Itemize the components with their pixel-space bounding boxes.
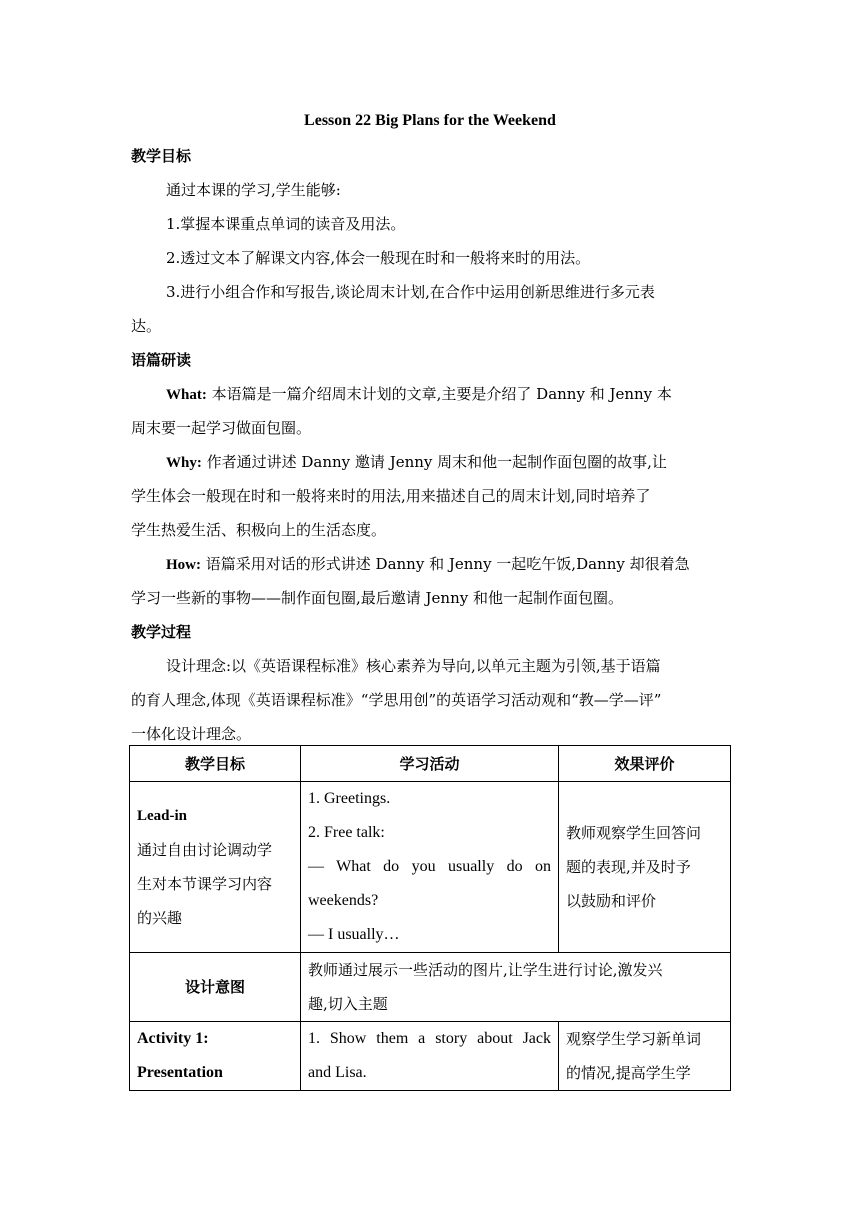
design-intent-line-1: 教师通过展示一些活动的图片,让学生进行讨论,激发兴 (308, 961, 663, 979)
lead-in-activity-line-5: — I usually… (308, 926, 400, 943)
lead-in-eval-line-3: 以鼓励和评价 (566, 892, 657, 910)
table-header-row (130, 746, 731, 782)
activity-1-eval-line-1: 观察学生学习新单词 (566, 1030, 702, 1048)
how-paragraph-line-1 (166, 554, 690, 575)
how-text-1: 语篇采用对话的形式讲述 Danny 和 Jenny 一起吃午饭,Danny 却很着急 (205, 555, 690, 573)
how-label: How: (166, 557, 201, 573)
section-heading-process: 教学过程 (131, 623, 192, 641)
objectives-intro: 通过本课的学习,学生能够: (166, 181, 341, 199)
activity-1-subtitle: Presentation (137, 1064, 223, 1081)
section-heading-objectives: 教学目标 (131, 147, 192, 165)
why-paragraph-line-2: 学生体会一般现在时和一般将来时的用法,用来描述自己的周末计划,同时培养了 (131, 487, 651, 505)
table-header-evaluation: 效果评价 (559, 746, 731, 782)
lead-in-goal-line-2: 生对本节课学习内容 (137, 875, 273, 893)
lead-in-activity-line-3: — What do you usually do on (308, 858, 551, 875)
activity-1-activity-line-1: 1. Show them a story about Jack (308, 1030, 551, 1047)
section-heading-reading: 语篇研读 (131, 351, 192, 369)
lead-in-evaluation-cell (559, 782, 731, 953)
document-title: Lesson 22 Big Plans for the Weekend (304, 112, 556, 129)
how-paragraph-line-2: 学习一些新的事物——制作面包圈,最后邀请 Jenny 和他一起制作面包圈。 (131, 589, 623, 607)
what-paragraph-line-1 (166, 384, 672, 405)
process-line-1: 设计理念:以《英语课程标准》核心素养为导向,以单元主题为引领,基于语篇 (166, 657, 661, 675)
process-line-2: 的育人理念,体现《英语课程标准》“学思用创”的英语学习活动观和“教—学—评” (131, 691, 662, 709)
design-intent-label: 设计意图 (130, 953, 301, 1022)
lead-in-activity-line-1: 1. Greetings. (308, 790, 391, 807)
activity-1-activity-cell (301, 1022, 559, 1091)
objective-item-3-cont: 达。 (131, 317, 162, 335)
process-line-3: 一体化设计理念。 (131, 725, 252, 743)
table-row-design-intent (130, 953, 731, 1022)
lead-in-activity-line-4: weekends? (308, 892, 379, 909)
lead-in-title: Lead-in (137, 808, 188, 824)
lead-in-activity-line-2: 2. Free talk: (308, 824, 385, 841)
activity-1-title: Activity 1: (137, 1030, 209, 1047)
why-paragraph-line-1 (166, 452, 667, 473)
table-row-activity-1 (130, 1022, 731, 1091)
lead-in-eval-line-1: 教师观察学生回答问 (566, 824, 702, 842)
design-intent-line-2: 趣,切入主题 (308, 995, 388, 1013)
table-header-activity: 学习活动 (301, 746, 559, 782)
design-intent-text-cell (301, 953, 731, 1022)
what-label: What: (166, 387, 207, 403)
lead-in-eval-line-2: 题的表现,并及时予 (566, 858, 691, 876)
lead-in-goal-line-1: 通过自由讨论调动学 (137, 841, 273, 859)
why-paragraph-line-3: 学生热爱生活、积极向上的生活态度。 (131, 521, 387, 539)
what-paragraph-line-2: 周末要一起学习做面包圈。 (131, 419, 312, 437)
why-text-1: 作者通过讲述 Danny 邀请 Jenny 周末和他一起制作面包圈的故事,让 (206, 453, 667, 471)
activity-1-eval-line-2: 的情况,提高学生学 (566, 1064, 691, 1082)
objective-item-3: 3.进行小组合作和写报告,谈论周末计划,在合作中运用创新思维进行多元表 (166, 283, 655, 301)
what-text-1: 本语篇是一篇介绍周末计划的文章,主要是介绍了 Danny 和 Jenny 本 (211, 385, 672, 403)
objective-item-2: 2.透过文本了解课文内容,体会一般现在时和一般将来时的用法。 (166, 249, 591, 267)
why-label: Why: (166, 455, 202, 471)
activity-1-goal-cell (130, 1022, 301, 1091)
activity-1-evaluation-cell (559, 1022, 731, 1091)
lead-in-goal-line-3: 的兴趣 (137, 909, 183, 927)
table-header-goal: 教学目标 (130, 746, 301, 782)
table-row-lead-in (130, 782, 731, 953)
activity-1-activity-line-2: and Lisa. (308, 1064, 367, 1081)
objective-item-1: 1.掌握本课重点单词的读音及用法。 (166, 215, 406, 233)
lesson-plan-table (129, 745, 731, 1091)
lead-in-goal-cell (130, 782, 301, 953)
lead-in-activity-cell (301, 782, 559, 953)
